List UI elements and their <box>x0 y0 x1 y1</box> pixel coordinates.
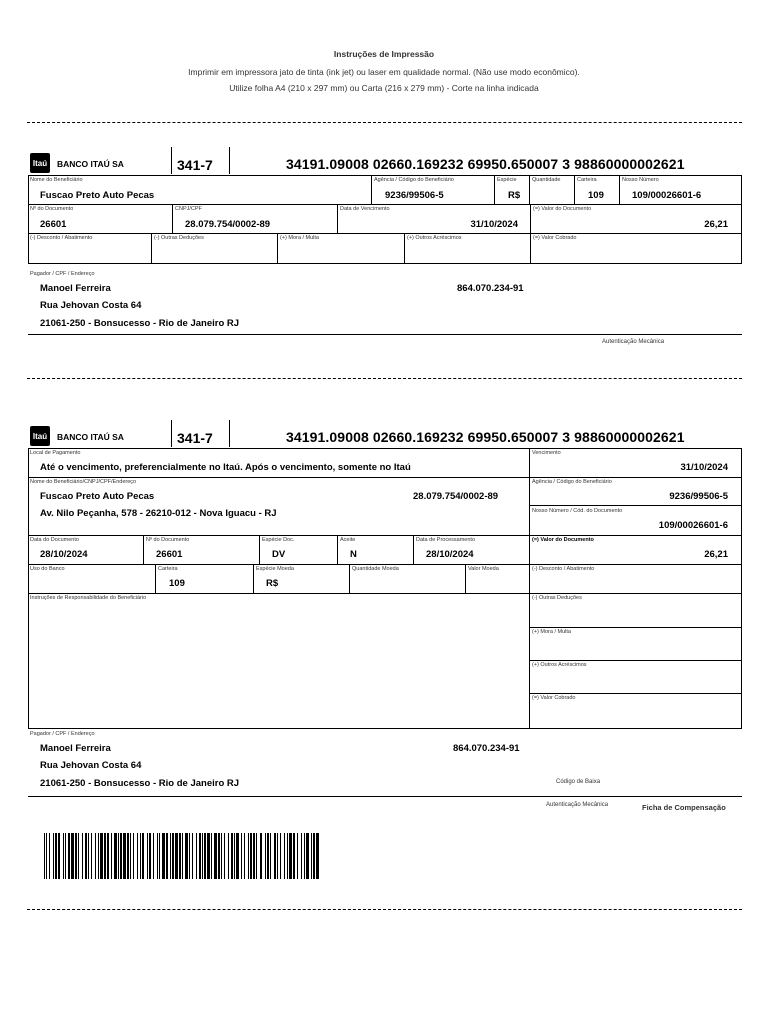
acceptance-label: Aceite <box>340 537 356 543</box>
cell-divider <box>253 564 254 593</box>
bank-name: BANCO ITAÚ SA <box>57 432 124 442</box>
other-additions-label: (+) Outros Acréscimos <box>407 235 462 241</box>
payer-divider <box>28 796 742 797</box>
document-number-label: Nº do Documento <box>30 206 74 212</box>
currency-quantity-label: Quantidade Moeda <box>352 566 399 572</box>
cell-divider <box>259 535 260 564</box>
row-divider <box>28 233 742 234</box>
write-off-code-label: Código de Baixa <box>556 779 601 785</box>
document-value-label: (=) Valor do Documento <box>533 206 592 212</box>
row-divider <box>529 505 742 506</box>
beneficiary-value: Fuscao Preto Auto Pecas <box>40 190 155 201</box>
cell-divider <box>574 175 575 204</box>
row-divider <box>28 593 742 594</box>
bank-name: BANCO ITAÚ SA <box>57 159 124 169</box>
mechanical-auth-label: Autenticação Mecânica <box>602 339 665 345</box>
wallet-label: Carteira <box>577 177 597 183</box>
currency-species-label: Espécie Moeda <box>256 566 294 572</box>
cnpj-label: CNPJ/CPF <box>175 206 202 212</box>
cell-divider <box>143 535 144 564</box>
amount-charged-label: (=) Valor Cobrado <box>532 695 576 701</box>
bank-code: 341-7 <box>177 430 213 446</box>
due-date-value: 31/10/2024 <box>470 219 518 230</box>
print-instructions-title: Instruções de Impressão <box>333 49 435 59</box>
row-divider <box>529 660 742 661</box>
document-value-amount: 26,21 <box>704 549 728 560</box>
cell-divider <box>155 564 156 593</box>
cell-divider <box>172 204 173 233</box>
document-species-value: DV <box>272 549 286 560</box>
due-value: 31/10/2024 <box>680 462 728 473</box>
cut-line <box>27 909 742 910</box>
agency-label: Agência / Código do Beneficiário <box>532 479 612 485</box>
row-divider <box>28 477 742 478</box>
document-date-value: 28/10/2024 <box>40 549 88 560</box>
document-species-label: Espécie Doc. <box>262 537 295 543</box>
agency-label: Agência / Código do Beneficiário <box>374 177 454 183</box>
payer-label: Pagador / CPF / Endereço <box>30 271 95 277</box>
due-date-label: Data de Vencimento <box>340 206 390 212</box>
agency-value: 9236/99506-5 <box>385 190 444 201</box>
cnpj-value: 28.079.754/0002-89 <box>185 219 271 230</box>
species-value: R$ <box>508 190 521 201</box>
cell-divider <box>494 175 495 204</box>
other-deductions-label: (-) Outras Deduções <box>154 235 204 241</box>
discount-label: (-) Desconto / Abatimento <box>532 566 595 572</box>
row-divider <box>529 693 742 694</box>
other-deductions-label: (-) Outras Deduções <box>532 595 582 601</box>
cut-line <box>27 122 742 123</box>
row-divider <box>28 564 742 565</box>
row-divider <box>28 535 742 536</box>
other-additions-label: (+) Outros Acréscimos <box>532 662 587 668</box>
cell-divider <box>465 564 466 593</box>
row-divider <box>28 204 742 205</box>
payment-place-value: Até o vencimento, preferencialmente no Itaú. Após o vencimento, somente no Itaú <box>40 462 411 473</box>
mechanical-auth-label: Autenticação Mecânica <box>546 802 609 808</box>
our-number-value: 109/00026601-6 <box>658 520 728 531</box>
header-divider <box>171 420 172 447</box>
wallet-value: 109 <box>169 578 185 589</box>
digitable-line: 34191.09008 02660.169232 69950.650007 3 98860000002621 <box>286 429 685 445</box>
beneficiary-value: Fuscao Preto Auto Pecas <box>40 491 155 502</box>
cell-divider <box>404 233 405 264</box>
itau-logo: Itaú <box>30 153 50 173</box>
payer-label: Pagador / CPF / Endereço <box>30 731 95 737</box>
payer-cpf: 864.070.234-91 <box>453 743 520 754</box>
cell-divider <box>151 233 152 264</box>
clearing-form-label: Ficha de Compensação <box>642 803 726 812</box>
cell-divider <box>371 175 372 204</box>
discount-label: (-) Desconto / Abatimento <box>30 235 93 241</box>
cell-divider <box>337 535 338 564</box>
cell-divider <box>529 175 530 204</box>
document-number-label: Nº do Documento <box>146 537 190 543</box>
beneficiary-label: Nome do Beneficiário <box>30 177 83 183</box>
itau-logo: Itaú <box>30 426 50 446</box>
beneficiary-cnpj: 28.079.754/0002-89 <box>413 491 499 502</box>
cell-divider <box>349 564 350 593</box>
bank-use-label: Uso do Banco <box>30 566 65 572</box>
late-fee-label: (+) Mora / Multa <box>280 235 319 241</box>
document-value-label: (=) Valor do Documento <box>532 537 594 543</box>
acceptance-value: N <box>350 549 357 560</box>
beneficiary-instructions-label: Instruções de Responsabilidade do Beneficiário <box>30 595 147 601</box>
due-label: Vencimento <box>532 450 561 456</box>
wallet-value: 109 <box>588 190 604 201</box>
document-number-value: 26601 <box>156 549 183 560</box>
header-divider <box>229 420 230 447</box>
currency-species-value: R$ <box>266 578 279 589</box>
payer-name: Manoel Ferreira <box>40 283 111 294</box>
processing-date-label: Data de Processamento <box>416 537 476 543</box>
wallet-label: Carteira <box>158 566 178 572</box>
header-divider <box>229 147 230 174</box>
our-number-label: Nosso Número / Cód. do Documento <box>532 508 623 514</box>
species-label: Espécie <box>497 177 517 183</box>
amount-charged-label: (=) Valor Cobrado <box>533 235 577 241</box>
payer-city: 21061-250 - Bonsucesso - Rio de Janeiro RJ <box>40 778 240 789</box>
print-instructions-line2: Utilize folha A4 (210 x 297 mm) ou Carta (216 x 279 mm) - Corte na linha indicada <box>229 83 539 93</box>
our-number-value: 109/00026601-6 <box>632 190 702 201</box>
payer-street: Rua Jehovan Costa 64 <box>40 300 142 311</box>
digitable-line: 34191.09008 02660.169232 69950.650007 3 98860000002621 <box>286 156 685 172</box>
print-instructions-line1: Imprimir em impressora jato de tinta (ink jet) ou laser em qualidade normal. (Não use modo econômico). <box>188 67 580 77</box>
row-divider <box>529 627 742 628</box>
payer-cpf: 864.070.234-91 <box>457 283 524 294</box>
payer-city: 21061-250 - Bonsucesso - Rio de Janeiro RJ <box>40 318 240 329</box>
cell-divider <box>619 175 620 204</box>
payment-place-label: Local de Pagamento <box>30 450 81 456</box>
agency-value: 9236/99506-5 <box>669 491 728 502</box>
quantity-label: Quantidade <box>532 177 561 183</box>
barcode <box>44 833 446 879</box>
beneficiary-full-label: Nome do Beneficiário/CNPJ/CPF/Endereço <box>30 479 137 485</box>
header-divider <box>171 147 172 174</box>
right-column-divider <box>529 448 530 729</box>
cell-divider <box>530 233 531 264</box>
document-value-amount: 26,21 <box>704 219 728 230</box>
cell-divider <box>337 204 338 233</box>
document-number-value: 26601 <box>40 219 67 230</box>
cell-divider <box>530 204 531 233</box>
payer-street: Rua Jehovan Costa 64 <box>40 760 142 771</box>
payer-name: Manoel Ferreira <box>40 743 111 754</box>
our-number-label: Nosso Número <box>622 177 659 183</box>
currency-value-label: Valor Moeda <box>468 566 499 572</box>
cut-line <box>27 378 742 379</box>
cell-divider <box>413 535 414 564</box>
payer-divider <box>28 334 742 335</box>
beneficiary-address: Av. Nilo Peçanha, 578 - 26210-012 - Nova Iguacu - RJ <box>40 508 277 519</box>
cell-divider <box>277 233 278 264</box>
processing-date-value: 28/10/2024 <box>426 549 474 560</box>
document-date-label: Data do Documento <box>30 537 79 543</box>
late-fee-label: (+) Mora / Multa <box>532 629 571 635</box>
bank-code: 341-7 <box>177 157 213 173</box>
